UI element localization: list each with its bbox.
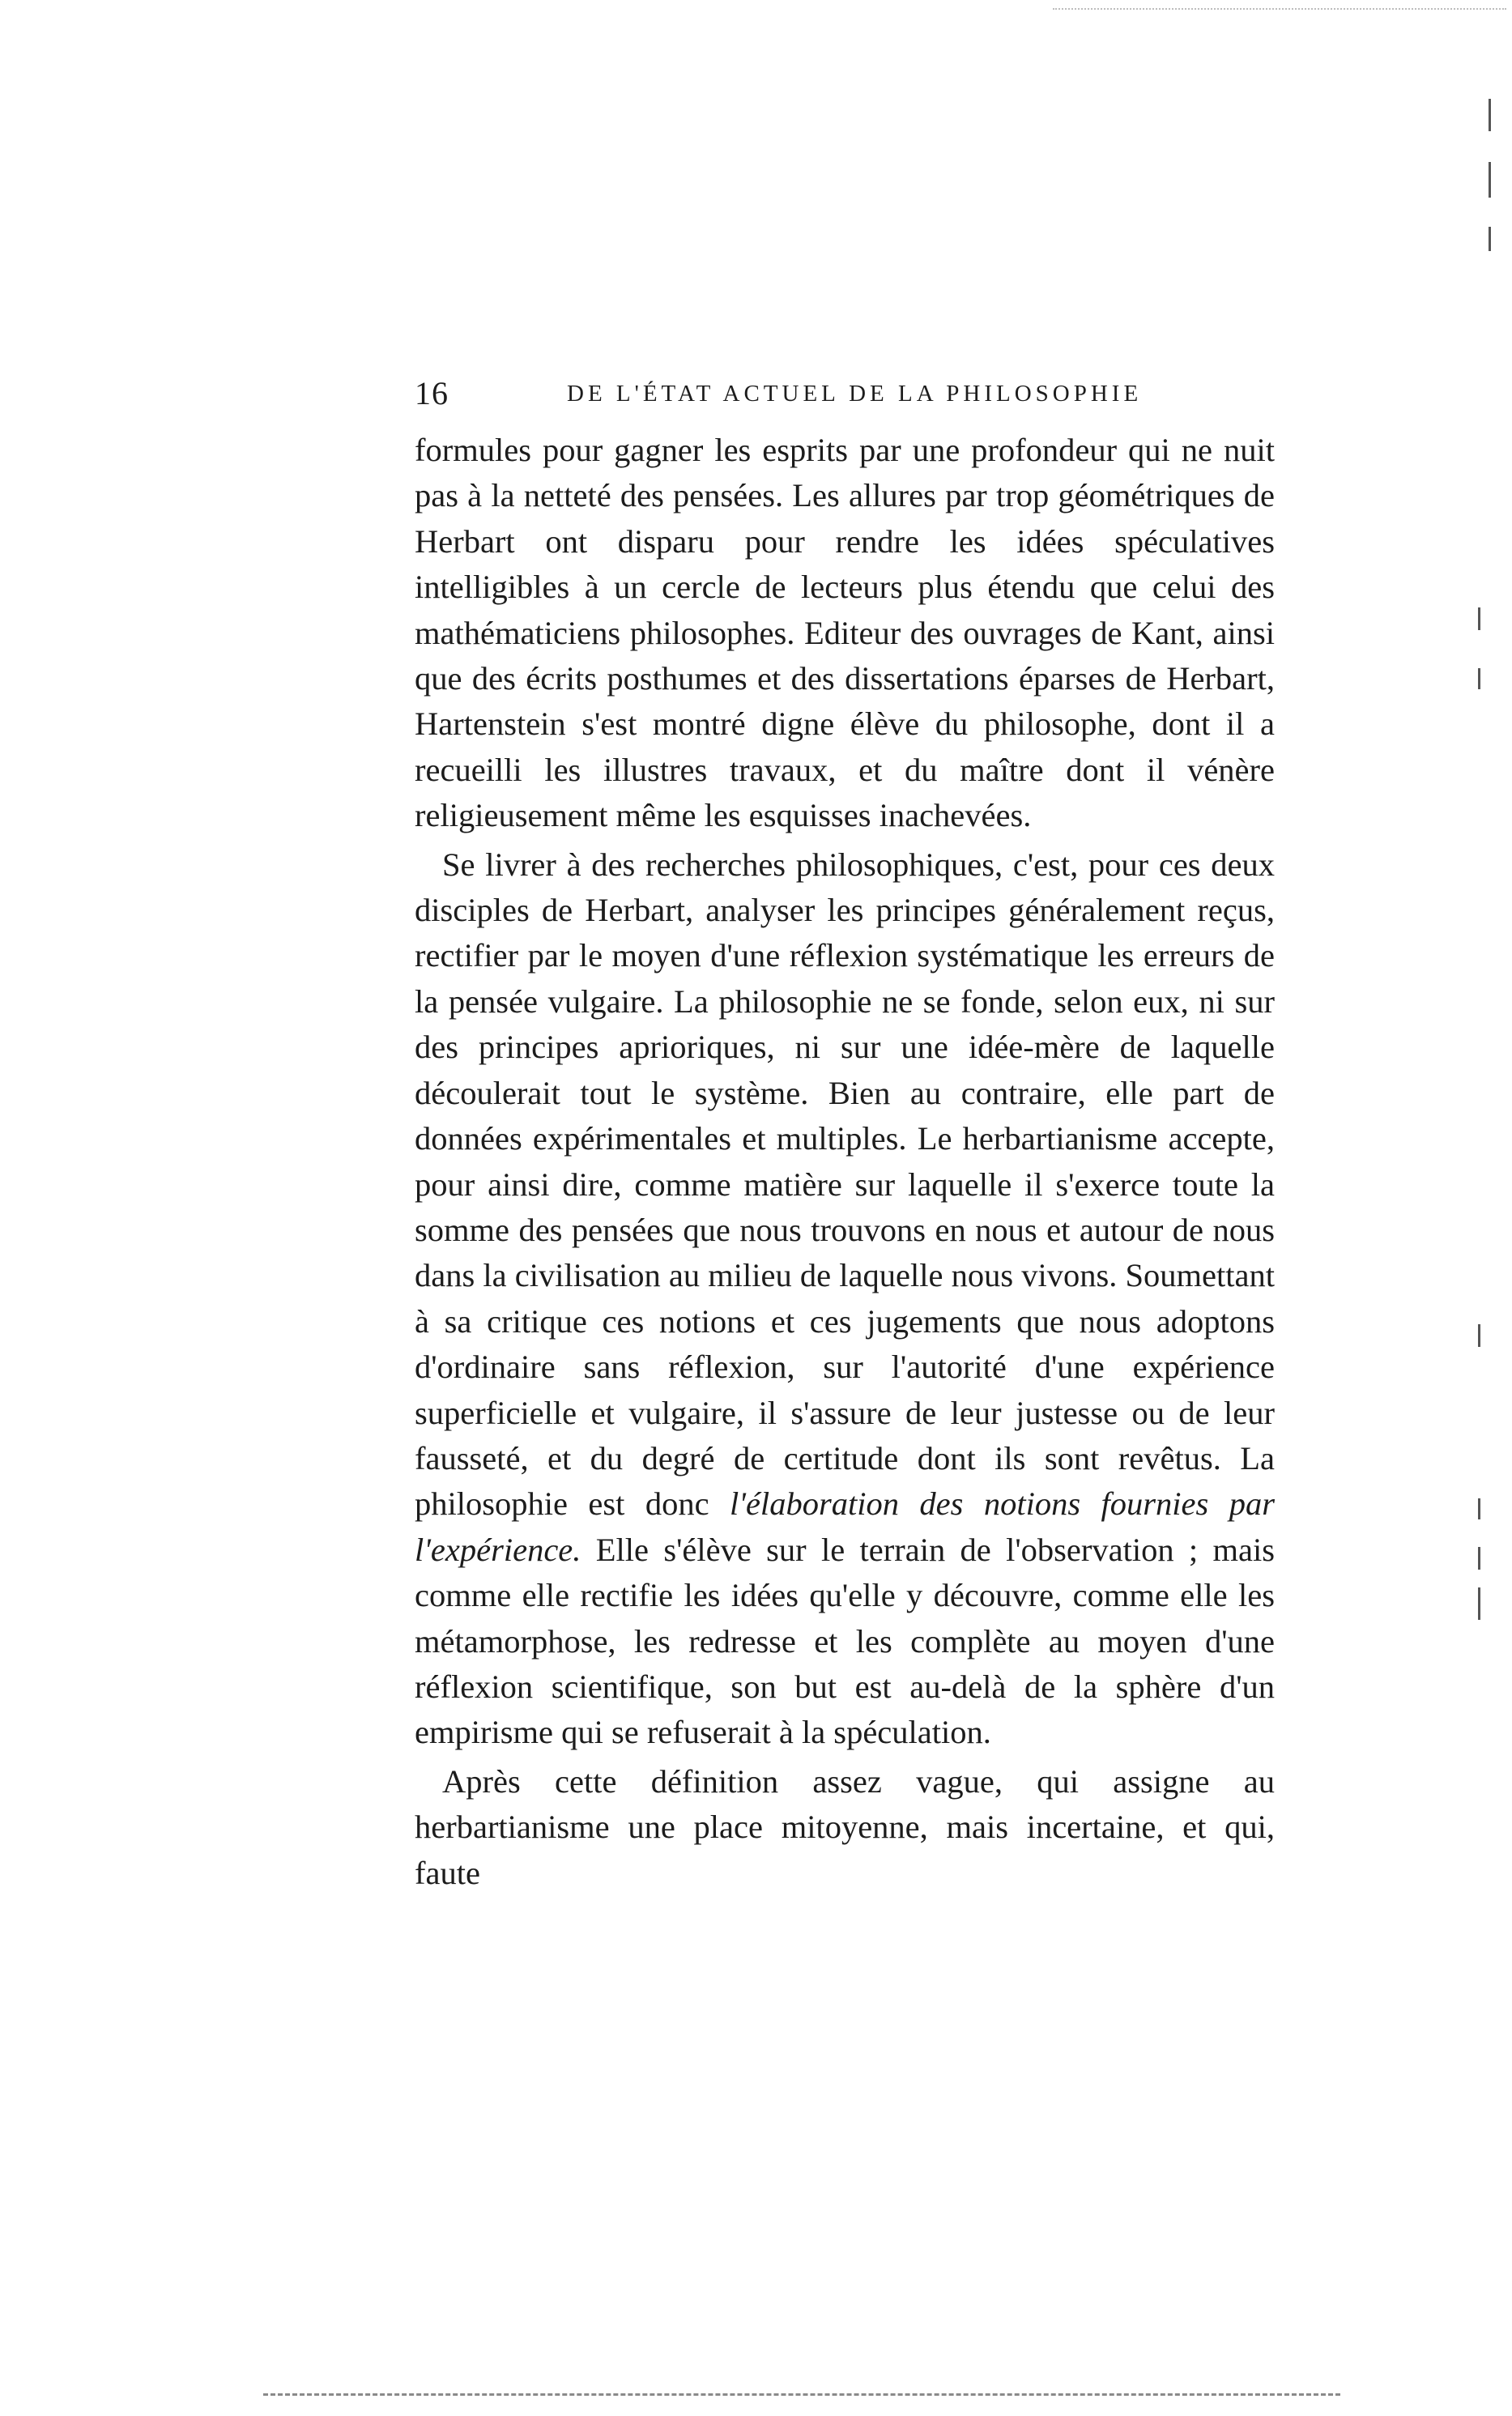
margin-mark xyxy=(1489,99,1491,131)
margin-mark xyxy=(1478,1498,1480,1519)
paragraph-definition-text: Se livrer à des recherches philosophiques, c'est, pour ces deux disciples de Herbart, analyser les principes généralement reçus, rectifier par le moyen d'une réflexion systématique les erreurs de la pensée vulgaire. La philosophie ne se fonde, selon eux, ni sur des principes aprioriques, ni sur une idée-mère de laquelle découlerait tout le système. Bien au contraire, elle part de données expérimentales et multiples. Le herbartianisme accepte, pour ainsi dire, comme matière sur laquelle il s'exerce toute la somme des pensées que nous trouvons en nous et autour de nous dans la civilisation au milieu de laquelle nous vivons. Soumettant à sa critique ces notions et ces jugements que nous adoptons d'ordinaire sans réflexion, sur l'autorité d'une expérience superficielle et vulgaire, il s'assure de leur justesse ou de leur fausseté, et du degré de certitude dont ils sont revêtus. La philosophie est donc xyxy=(415,846,1275,1523)
margin-mark xyxy=(1478,1324,1480,1347)
margin-mark xyxy=(1489,227,1491,251)
margin-mark xyxy=(1478,1587,1480,1620)
paragraph-continued: formules pour gagner les esprits par une profondeur qui ne nuit pas à la netteté des pensées. Les allures par trop géométriques de Herbart ont disparu pour rendre les idées spéculatives intelligibles à un cercle de lecteurs plus étendu que celui des mathématiciens philosophes. Editeur des ouvrages de Kant, ainsi que des écrits posthumes et des dissertations éparses de Herbart, Hartenstein s'est montré digne élève du philosophe, dont il a recueilli les illustres travaux, et du maître dont il vénère religieusement même les esquisses inachevées. xyxy=(415,432,1275,834)
margin-mark xyxy=(1478,607,1480,630)
paragraph-definition-text-after: Elle s'élève sur le terrain de l'observation ; mais comme elle rectifie les idées qu'elle y découvre, comme elle les métamorphose, les redresse et les complète au moyen d'une réflexion scientifique, son but est au-delà de la sphère d'un empirisme qui se refuserait à la spéculation. xyxy=(415,1531,1276,1751)
italic-definition: l'élaboration des notions fournies par l'expérience. xyxy=(415,1485,1275,1568)
running-header xyxy=(415,374,1172,415)
page-number: 16 xyxy=(415,375,449,411)
scan-edge-mark xyxy=(1053,8,1506,10)
body-text xyxy=(415,428,1275,1896)
margin-mark xyxy=(1478,668,1480,689)
paragraph-after-definition: Après cette définition assez vague, qui assigne au herbartianisme une place mitoyenne, mais incertaine, et qui, faute xyxy=(415,1762,1275,1891)
running-title: DE L'ÉTAT ACTUEL DE LA PHILOSOPHIE xyxy=(567,381,1143,407)
scan-bottom-dashes xyxy=(263,2393,1340,2396)
margin-mark xyxy=(1489,162,1491,198)
paragraph-definition xyxy=(415,842,1275,1756)
margin-mark xyxy=(1478,1547,1480,1570)
